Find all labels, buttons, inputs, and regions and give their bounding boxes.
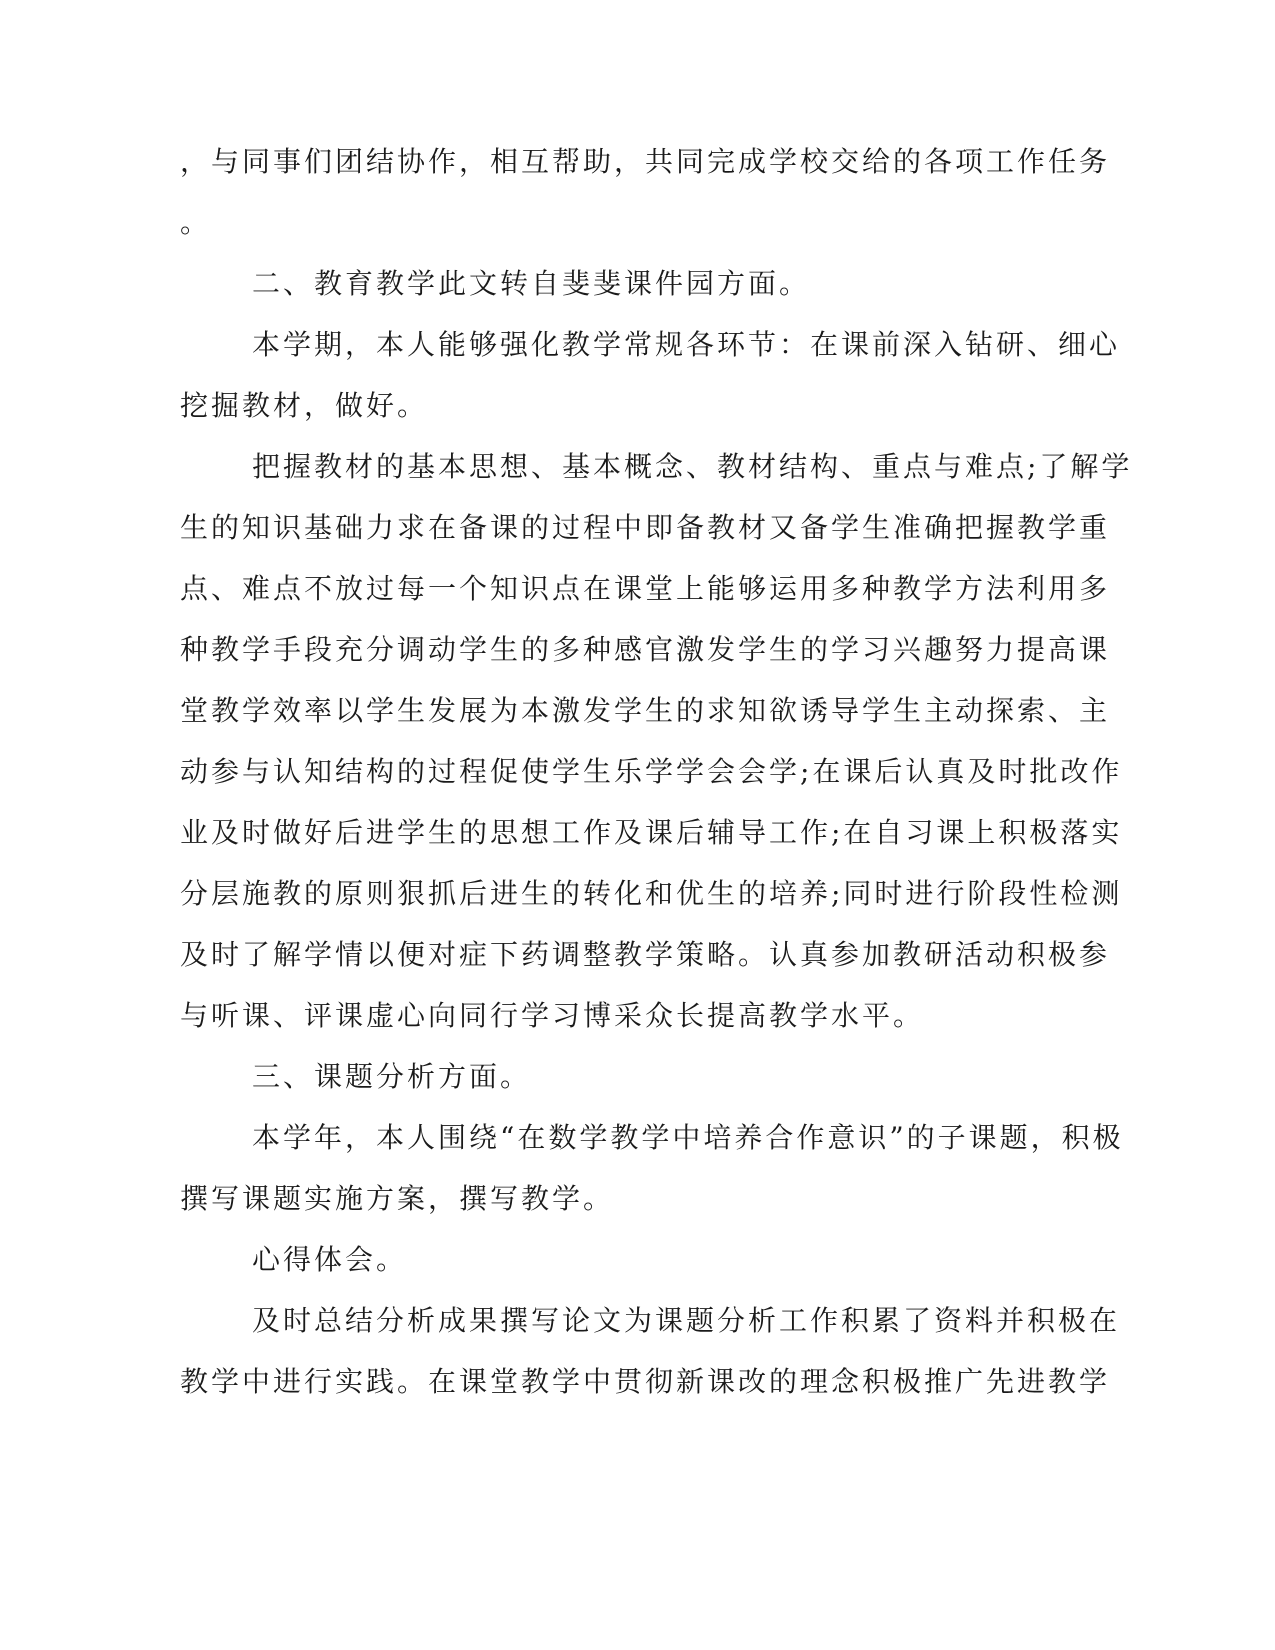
text-line: 心得体会。: [252, 1243, 408, 1276]
text-line: 。: [180, 206, 212, 239]
text-line: 本学年，本人围绕“在数学教学中培养合作意识”的子课题，积极: [252, 1121, 1124, 1154]
text-line: 挖掘教材，做好。: [180, 389, 429, 422]
text-line: 分层施教的原则狠抓后进生的转化和优生的培养;同时进行阶段性检测: [180, 877, 1123, 910]
text-line: 及时总结分析成果撰写论文为课题分析工作积累了资料并积极在: [252, 1304, 1121, 1337]
section-heading: 三、课题分析方面。: [252, 1060, 532, 1093]
text-line: 动参与认知结构的过程促使学生乐学学会会学;在课后认真及时批改作: [180, 755, 1123, 788]
text-line: 本学期，本人能够强化教学常规各环节：在课前深入钻研、细心: [252, 328, 1121, 361]
text-line: 点、难点不放过每一个知识点在课堂上能够运用多种教学方法利用多: [180, 572, 1111, 605]
text-line: 及时了解学情以便对症下药调整教学策略。认真参加教研活动积极参: [180, 938, 1111, 971]
text-line: 生的知识基础力求在备课的过程中即备教材又备学生准确把握教学重: [180, 511, 1111, 544]
text-line: 与听课、评课虚心向同行学习博采众长提高教学水平。: [180, 999, 925, 1032]
document-page: [180, 145, 1133, 1429]
text-line: 业及时做好后进学生的思想工作及课后辅导工作;在自习课上积极落实: [180, 816, 1123, 849]
text-line: 种教学手段充分调动学生的多种感官激发学生的学习兴趣努力提高课: [180, 633, 1111, 666]
text-line: 堂教学效率以学生发展为本激发学生的求知欲诱导学生主动探索、主: [180, 694, 1111, 727]
text-line: 把握教材的基本思想、基本概念、教材结构、重点与难点;了解学: [252, 450, 1133, 483]
text-line: 撰写课题实施方案，撰写教学。: [180, 1182, 615, 1215]
section-heading: 二、教育教学此文转自斐斐课件园方面。: [252, 267, 811, 300]
text-line: ，与同事们团结协作，相互帮助，共同完成学校交给的各项工作任务: [180, 145, 1111, 178]
text-line: 教学中进行实践。在课堂教学中贯彻新课改的理念积极推广先进教学: [180, 1365, 1111, 1398]
